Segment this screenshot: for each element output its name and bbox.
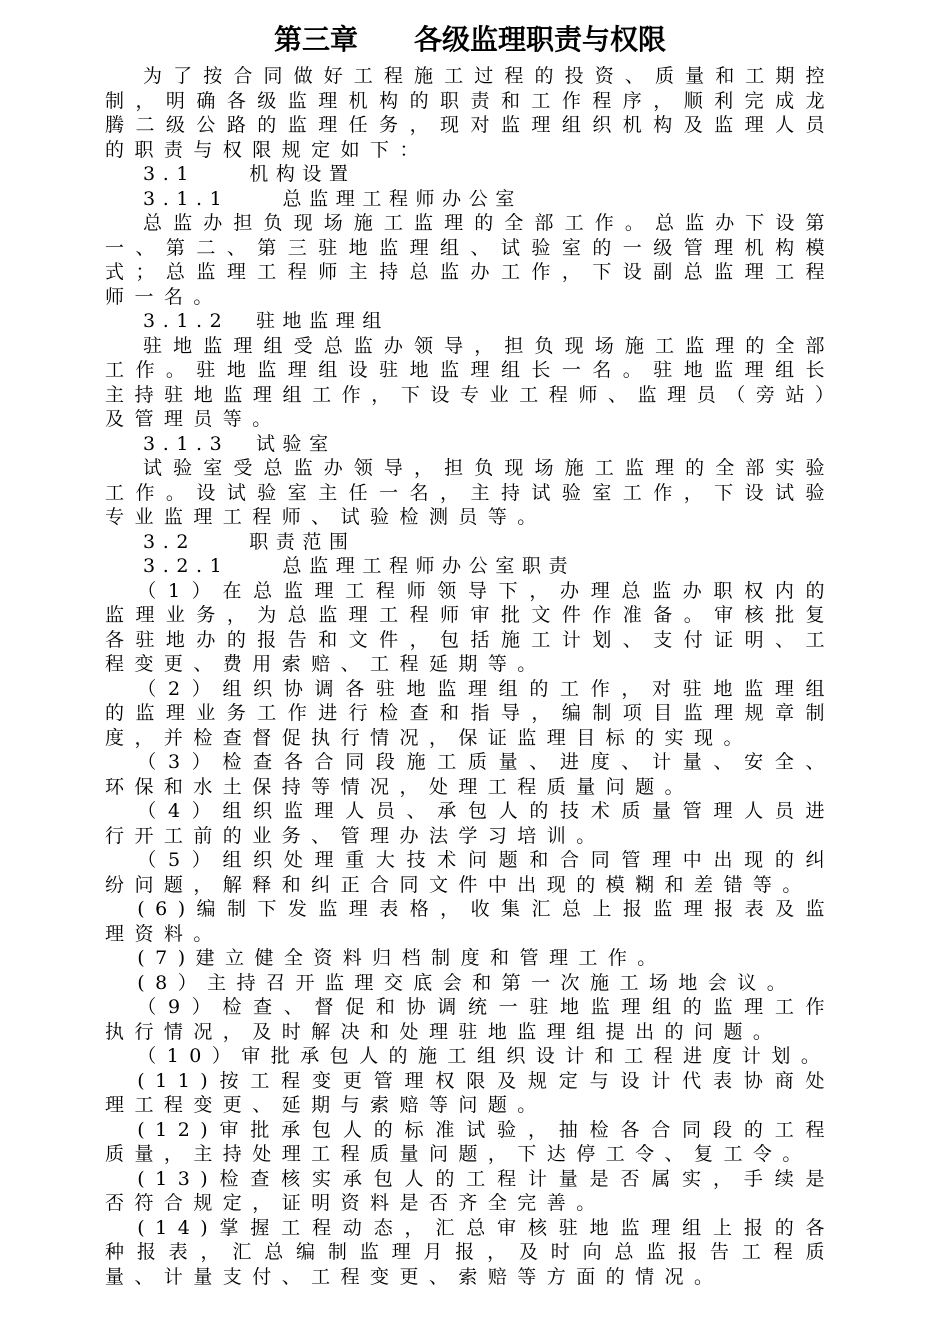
duty-item: （2）组织协调各驻地监理组的工作，对驻地监理组的监理业务工作进行检查和指导，编制项目监理规章制度，并检查督促执行情况，保证监理目标的实现。 (105, 677, 835, 749)
section-3-1-1-heading: 3.1.1 总监理工程师办公室 (143, 187, 522, 210)
duty-item: （10）审批承包人的施工组织设计和工程进度计划。 (137, 1045, 831, 1067)
duty-item: （4）组织监理人员、承包人的技术质量管理人员进行开工前的业务、管理办法学习培训。 (105, 800, 835, 847)
document-body (105, 64, 835, 1289)
duty-item: （9）检查、督促和协调统一驻地监理组的监理工作执行情况，及时解决和处理驻地监理组提出的问题。 (105, 996, 835, 1043)
section-3-1-1-paragraph: 总监办担负现场施工监理的全部工作。总监办下设第一、第二、第三驻地监理组、试验室的一级管理机构模式；总监理工程师主持总监办工作，下设副总监理工程师一名。 (105, 212, 835, 308)
duty-item: (6)编制下发监理表格，收集汇总上报监理报表及监理资料。 (105, 898, 835, 945)
section-3-1-3-paragraph: 试验室受总监办领导，担负现场施工监理的全部实验工作。设试验室主任一名，主持试验室工作，下设试验专业监理工程师、试验检测员等。 (105, 457, 835, 528)
section-3-2-1-heading: 3.2.1 总监理工程师办公室职责 (143, 555, 576, 577)
document-page (105, 20, 835, 1289)
duty-item: (14)掌握工程动态，汇总审核驻地监理组上报的各种报表，汇总编制监理月报，及时向总监报告工程质量、计量支付、工程变更、索赔等方面的情况。 (105, 1216, 835, 1288)
duty-item: （5）组织处理重大技术问题和合同管理中出现的纠纷问题，解释和纠正合同文件中出现的模糊和差错等。 (105, 849, 835, 896)
duty-item: (11)按工程变更管理权限及规定与设计代表协商处理工程变更、延期与索赔等问题。 (105, 1069, 835, 1116)
section-3-1-2-paragraph: 驻地监理组受总监办领导，担负现场施工监理的全部工作。驻地监理组设驻地监理组长一名。驻地监理组长主持驻地监理组工作，下设专业工程师、监理员（旁站）及管理员等。 (105, 334, 835, 430)
duty-item: （3）检查各合同段施工质量、进度、计量、安全、环保和水土保持等情况，处理工程质量问题。 (105, 751, 835, 798)
section-3-1-2-heading: 3.1.2 驻地监理组 (143, 310, 389, 332)
duty-item: （1）在总监理工程师领导下，办理总监办职权内的监理业务，为总监理工程师审批文件作准备。审核批复各驻地办的报告和文件，包括施工计划、支付证明、工程变更、费用索赔、工程延期等。 (105, 579, 835, 675)
section-3-1-heading: 3.1 机构设置 (143, 163, 356, 185)
section-3-2-heading: 3.2 职责范围 (143, 530, 356, 553)
section-3-1-3-heading: 3.1.3 试验室 (143, 432, 336, 455)
duty-item: (8）主持召开监理交底会和第一次施工场地会议。 (137, 971, 797, 994)
duty-item: (12)审批承包人的标准试验，抽检各合同段的工程质量，主持处理工程质量问题，下达停工令、复工令。 (105, 1118, 835, 1165)
intro-paragraph: 为了按合同做好工程施工过程的投资、质量和工期控制，明确各级监理机构的职责和工作程序，顺利完成龙腾二级公路的监理任务，现对监理组织机构及监理人员的职责与权限规定如下： (105, 65, 835, 161)
chapter-title: 第三章 各级监理职责与权限 (273, 23, 666, 56)
duty-item: (13)检查核实承包人的工程计量是否属实，手续是否符合规定，证明资料是否齐全完善。 (105, 1167, 835, 1214)
duty-item: (7)建立健全资料归档制度和管理工作。 (137, 947, 667, 969)
